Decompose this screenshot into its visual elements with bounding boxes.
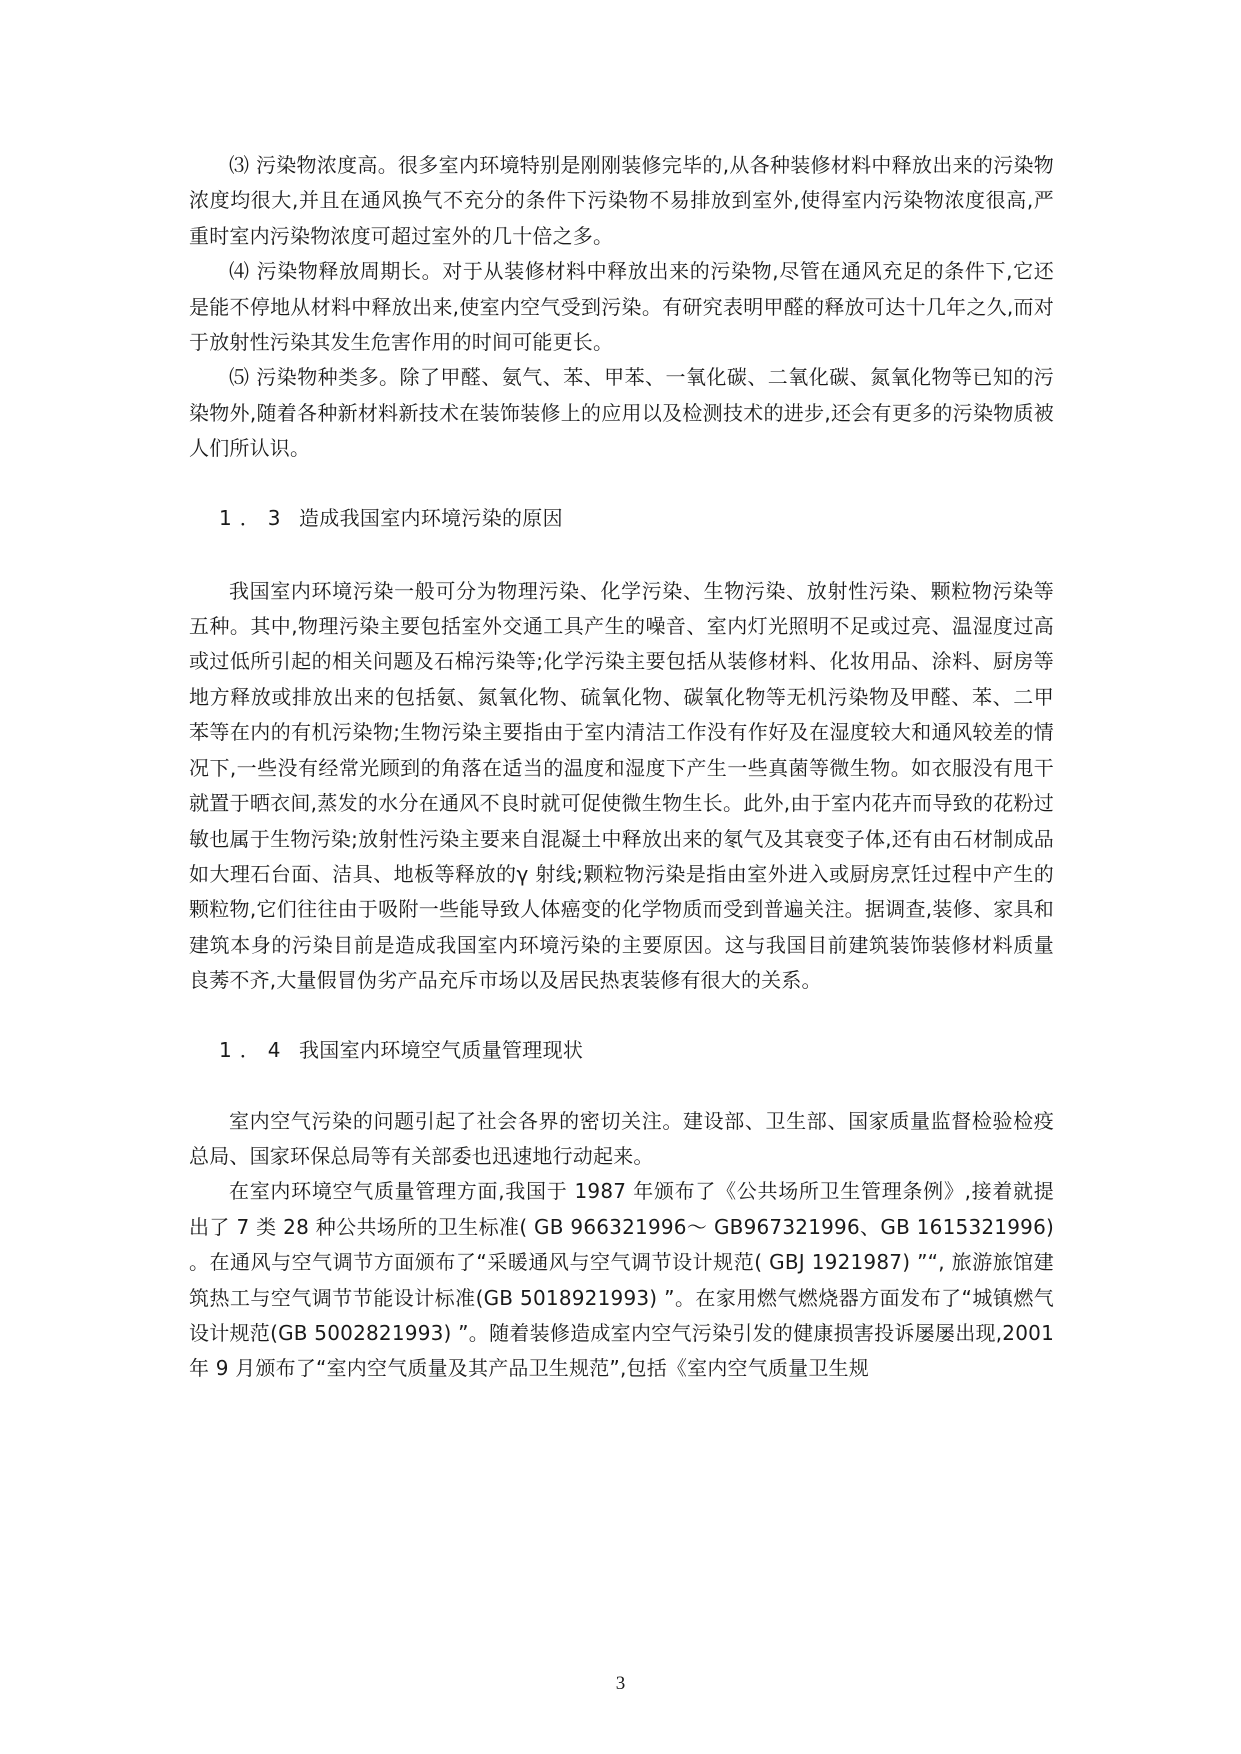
paragraph-item-4: ⑷ 污染物释放周期长。对于从装修材料中释放出来的污染物,尽管在通风充足的条件下,它还是能不停地从材料中释放出来,使室内空气受到污染。有研究表明甲醛的释放可达十几年之久,而对于放射性污染其发生危害作用的时间可能更长。 [189, 259, 1054, 355]
section-heading-1-3 [189, 501, 1054, 536]
section-title: 造成我国室内环境污染的原因 [299, 505, 563, 530]
section-number: 1．4 [219, 1037, 289, 1062]
paragraph-causes: 我国室内环境污染一般可分为物理污染、化学污染、生物污染、放射性污染、颗粒物污染等五种。其中,物理污染主要包括室外交通工具产生的噪音、室内灯光照明不足或过亮、温湿度过高或过低所引起的相关问题及石棉污染等;化学污染主要包括从装修材料、化妆用品、涂料、厨房等地方释放或排放出来的包括氨、氮氧化物、硫氧化物、碳氧化物等无机污染物及甲醛、苯、二甲苯等在内的有机污染物;生物污染主要指由于室内清洁工作没有作好及在湿度较大和通风较差的情况下,一些没有经常光顾到的角落在适当的温度和湿度下产生一些真菌等微生物。如衣服没有甩干就置于晒衣间,蒸发的水分在通风不良时就可促使微生物生长。此外,由于室内花卉而导致的花粉过敏也属于生物污染;放射性污染主要来自混凝土中释放出来的氡气及其衰变子体,还有由石材制成品如大理石台面、洁具、地板等释放的γ 射线;颗粒物污染是指由室外进入或厨房烹饪过程中产生的颗粒物,它们往往由于吸附一些能导致人体癌变的化学物质而受到普遍关注。据调查,装修、家具和建筑本身的污染目前是造成我国室内环境污染的主要原因。这与我国目前建筑装饰装修材料质量良莠不齐,大量假冒伪劣产品充斥市场以及居民热衷装修有很大的关系。 [189, 578, 1054, 993]
page-number: 3 [615, 1673, 626, 1694]
section-heading-1-4 [189, 1033, 1054, 1068]
paragraph-item-5: ⑸ 污染物种类多。除了甲醛、氨气、苯、甲苯、一氧化碳、二氧化碳、氮氧化物等已知的污染物外,随着各种新材料新技术在装饰装修上的应用以及检测技术的进步,还会有更多的污染物质被人们所认识。 [189, 365, 1054, 461]
paragraph-management-1: 室内空气污染的问题引起了社会各界的密切关注。建设部、卫生部、国家质量监督检验检疫总局、国家环保总局等有关部委也迅速地行动起来。 [189, 1108, 1054, 1168]
section-title: 我国室内环境空气质量管理现状 [299, 1037, 584, 1062]
page-content [189, 148, 1054, 1387]
paragraph-item-3: ⑶ 污染物浓度高。很多室内环境特别是刚刚装修完毕的,从各种装修材料中释放出来的污染物浓度均很大,并且在通风换气不充分的条件下污染物不易排放到室外,使得室内污染物浓度很高,严重时室内污染物浓度可超过室外的几十倍之多。 [189, 153, 1054, 248]
section-number: 1．3 [219, 505, 289, 530]
paragraph-management-2: 在室内环境空气质量管理方面,我国于 1987 年颁布了《公共场所卫生管理条例》,接着就提出了 7 类 28 种公共场所的卫生标准( GB 966321996～ GB967321996、GB 1615321996) 。在通风与空气调节方面颁布了“采暖通风与空气调节设计规范( GBJ 1921987) ”“, 旅游旅馆建筑热工与空气调节节能设计标准(GB 5018921993) ”。在家用燃气燃烧器方面发布了“城镇燃气设计规范(GB 5002821993) ”。随着装修造成室内空气污染引发的健康损害投诉屡屡出现,2001 年 9 月颁布了“室内空气质量及其产品卫生规范”,包括《室内空气质量卫生规 [189, 1179, 1054, 1381]
